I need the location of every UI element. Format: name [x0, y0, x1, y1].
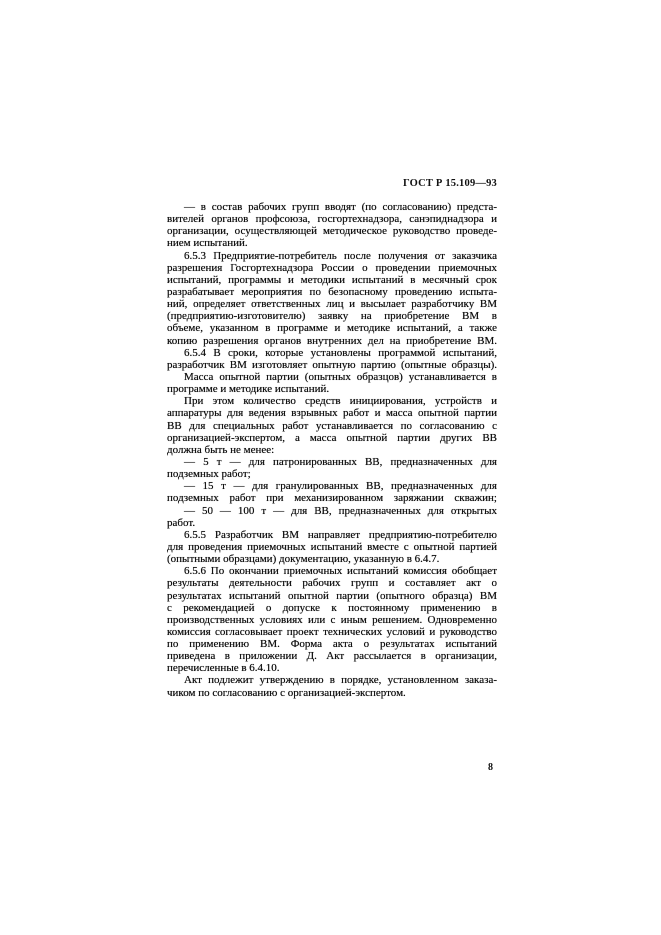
- text-line: ний, определяет ответственных лиц и высылает разработчику ВМ: [167, 298, 497, 311]
- text-line: должна быть не менее:: [167, 443, 275, 456]
- text-line: Акт подлежит утверждению в порядке, установленном заказа-: [184, 674, 497, 687]
- text-line: организацией-экспертом, а масса опытной партии других ВВ: [167, 431, 497, 444]
- text-line: организации, осуществляющей методическое руководство проведе-: [167, 225, 497, 238]
- text-line: — в состав рабочих групп вводят (по согласованию) предста-: [184, 201, 497, 213]
- text-line: объеме, указанном в программе и методике испытаний, а также: [167, 322, 497, 335]
- text-line: 6.5.5 Разработчик ВМ направляет предприятию-потребителю: [184, 528, 497, 541]
- text-line: (предприятию-изготовителю) заявку на приобретение ВМ в: [167, 310, 497, 323]
- document-body: [167, 201, 497, 699]
- text-line: производственных условиях или с иным решением. Одновременно: [167, 613, 497, 626]
- text-line: — 50 — 100 т — для ВВ, предназначенных для открытых: [184, 504, 497, 517]
- text-line: Масса опытной партии (опытных образцов) устанавливается в: [184, 370, 497, 383]
- text-line: разрешения Госгортехнадзора России о проведении приемочных: [167, 261, 497, 274]
- text-line: При этом количество средств инициирования, устройств и: [184, 395, 497, 408]
- text-line: с рекомендацией о допуске к постоянному применению в: [167, 601, 497, 614]
- page-number: 8: [488, 762, 493, 773]
- text-line: разработчик ВМ изготовляет опытную партию (опытные образцы).: [167, 358, 497, 371]
- text-line: результатах испытаний опытной партии (опытного образца) ВМ: [167, 589, 497, 602]
- text-line: 6.5.4 В сроки, которые установлены программой испытаний,: [184, 346, 497, 359]
- text-line: 6.5.3 Предприятие-потребитель после получения от заказчика: [184, 249, 497, 262]
- text-line: работ.: [167, 516, 196, 529]
- text-line: ВВ для специальных работ устанавливается по согласованию с: [167, 419, 497, 432]
- text-line: аппаратуры для ведения взрывных работ и масса опытной партии: [167, 407, 497, 420]
- text-line: перечисленные в 6.4.10.: [167, 662, 280, 675]
- text-line: испытаний, программы и методики испытаний в месячный срок: [167, 273, 497, 286]
- text-line: вителей органов профсоюза, госгортехнадзора, санэпиднадзора и: [167, 213, 497, 226]
- document-standard-number: ГОСТ Р 15.109—93: [402, 178, 497, 189]
- text-line: по применению ВМ. Форма акта о результатах испытаний: [167, 638, 497, 651]
- text-line: — 5 т — для патронированных ВВ, предназначенных для: [184, 455, 497, 468]
- text-line: (опытными образцами) документацию, указанную в 6.4.7.: [167, 553, 440, 566]
- text-line: нием испытаний.: [167, 237, 248, 250]
- text-line: чиком по согласованию с организацией-экспертом.: [167, 686, 406, 699]
- text-line: комиссия согласовывает проект технических условий и руководство: [167, 625, 497, 638]
- text-line: разрабатывает мероприятия по безопасному проведению испыта-: [167, 285, 497, 298]
- text-line: подземных работ;: [167, 468, 251, 481]
- text-line: 6.5.6 По окончании приемочных испытаний комиссия обобщает: [184, 565, 497, 578]
- text-line: — 15 т — для гранулированных ВВ, предназначенных для: [184, 480, 497, 493]
- text-line: для проведения приемочных испытаний вместе с опытной партией: [167, 540, 497, 553]
- text-line: программе и методике испытаний.: [167, 383, 330, 396]
- text-line: приведена в приложении Д. Акт рассылается в организации,: [167, 650, 497, 663]
- text-line: подземных работ при механизированном заряжании скважин;: [167, 492, 497, 505]
- text-line: результаты деятельности рабочих групп и составляет акт о: [167, 577, 497, 590]
- text-line: копию разрешения органов внутренних дел на приобретение ВМ.: [167, 334, 497, 347]
